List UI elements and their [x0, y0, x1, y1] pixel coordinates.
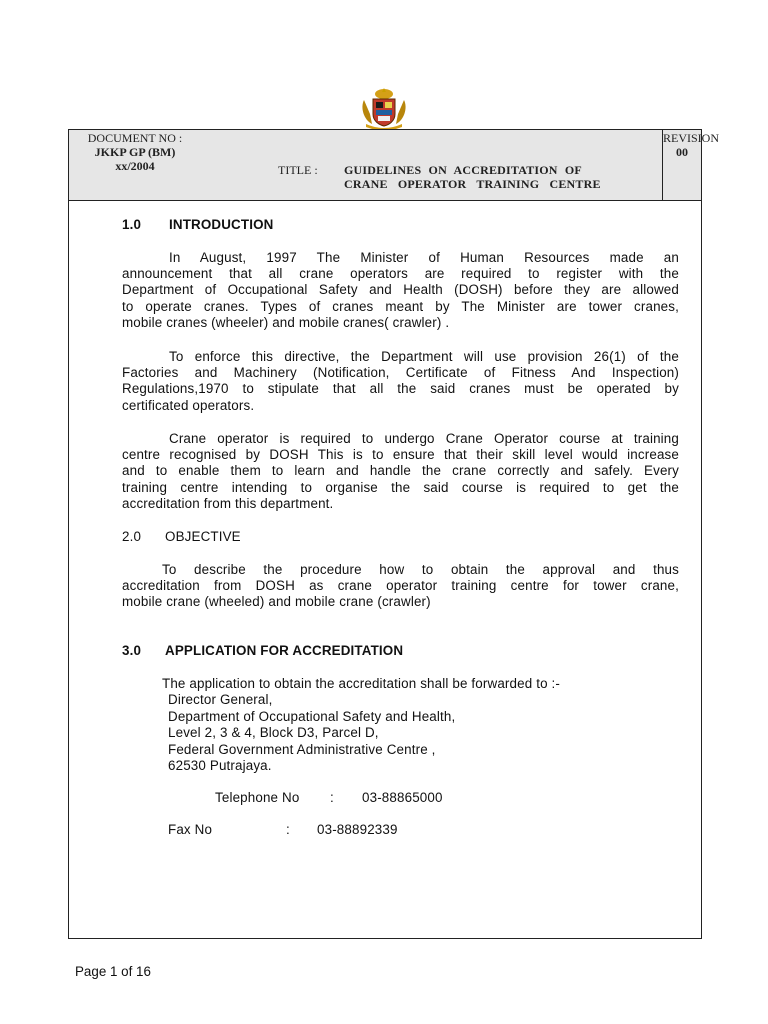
paragraph-line: mobile crane (wheeled) and mobile crane (crawler): [122, 594, 431, 610]
title-line-2: CRANE OPERATOR TRAINING CENTRE: [344, 177, 601, 191]
paragraph-line: announcement that all crane operators are required to register with the: [122, 266, 679, 282]
document-number-label: DOCUMENT NO :: [87, 131, 183, 145]
section-3-number: 3.0: [122, 643, 142, 658]
address-line: 62530 Putrajaya.: [168, 758, 272, 773]
document-header-table: [68, 129, 719, 201]
introduction-paragraph-2: [122, 349, 679, 414]
page-number: Page 1 of 16: [75, 964, 151, 979]
revision-cell: [662, 130, 719, 200]
paragraph-line: Department of Occupational Safety and Health (DOSH) before they are allowed: [122, 282, 679, 298]
revision-number: 00: [676, 145, 688, 159]
address-line: Level 2, 3 & 4, Block D3, Parcel D,: [168, 725, 379, 740]
fax-number: 03-88892339: [317, 822, 398, 837]
section-3-title: APPLICATION FOR ACCREDITATION: [165, 643, 404, 658]
telephone-number: 03-88865000: [362, 790, 443, 805]
fax-separator: :: [286, 822, 290, 837]
telephone-label: Telephone No: [215, 790, 300, 805]
paragraph-line: accreditation from this department.: [122, 495, 334, 511]
address-line: Director General,: [168, 692, 273, 707]
paragraph-line: To enforce this directive, the Department will use provision 26(1) of the: [169, 349, 679, 364]
document-number-date: xx/2004: [115, 159, 155, 173]
title-line-1: GUIDELINES ON ACCREDITATION OF: [344, 163, 582, 177]
paragraph-line: Regulations,1970 to stipulate that all the said cranes must be operated by: [122, 381, 679, 397]
paragraph-line: In August, 1997 The Minister of Human Resources made an: [169, 250, 679, 265]
objective-paragraph: [122, 562, 679, 611]
revision-label: REVISION: [663, 131, 719, 145]
application-intro-text: The application to obtain the accreditation shall be forwarded to :-: [162, 676, 561, 691]
paragraph-line: and to enable them to learn and handle the crane correctly and safely. Every: [122, 463, 679, 479]
paragraph-line: To describe the procedure how to obtain the approval and thus: [162, 562, 679, 577]
section-1-number: 1.0: [122, 217, 142, 232]
paragraph-line: centre recognised by DOSH This is to ensure that their skill level would increase: [122, 447, 679, 463]
fax-label: Fax No: [168, 822, 213, 837]
section-2-title: OBJECTIVE: [165, 529, 241, 544]
introduction-paragraph-1: [122, 250, 679, 331]
paragraph-line: training centre intending to organise the said course is required to get the: [122, 479, 679, 495]
document-number-cell: [69, 130, 202, 200]
paragraph-line: to operate cranes. Types of cranes meant by The Minister are tower cranes,: [122, 298, 679, 314]
paragraph-line: mobile cranes (wheeler) and mobile cranes( crawler) .: [122, 314, 450, 330]
malaysia-coat-of-arms-icon: [358, 86, 410, 130]
paragraph-line: certificated operators.: [122, 397, 255, 413]
paragraph-line: Crane operator is required to undergo Crane Operator course at training: [169, 431, 679, 446]
title-label: TITLE :: [278, 163, 318, 177]
address-line: Department of Occupational Safety and Health,: [168, 709, 456, 724]
document-title-cell: [201, 130, 662, 200]
introduction-paragraph-3: [122, 431, 679, 512]
address-line: Federal Government Administrative Centre ,: [168, 742, 436, 757]
document-number-code: JKKP GP (BM): [94, 145, 176, 159]
paragraph-line: Factories and Machinery (Notification, Certificate of Fitness And Inspection): [122, 365, 679, 381]
paragraph-line: accreditation from DOSH as crane operator training centre for tower crane,: [122, 578, 679, 594]
telephone-separator: :: [330, 790, 334, 805]
section-2-number: 2.0: [122, 529, 142, 544]
section-1-title: INTRODUCTION: [169, 217, 274, 232]
